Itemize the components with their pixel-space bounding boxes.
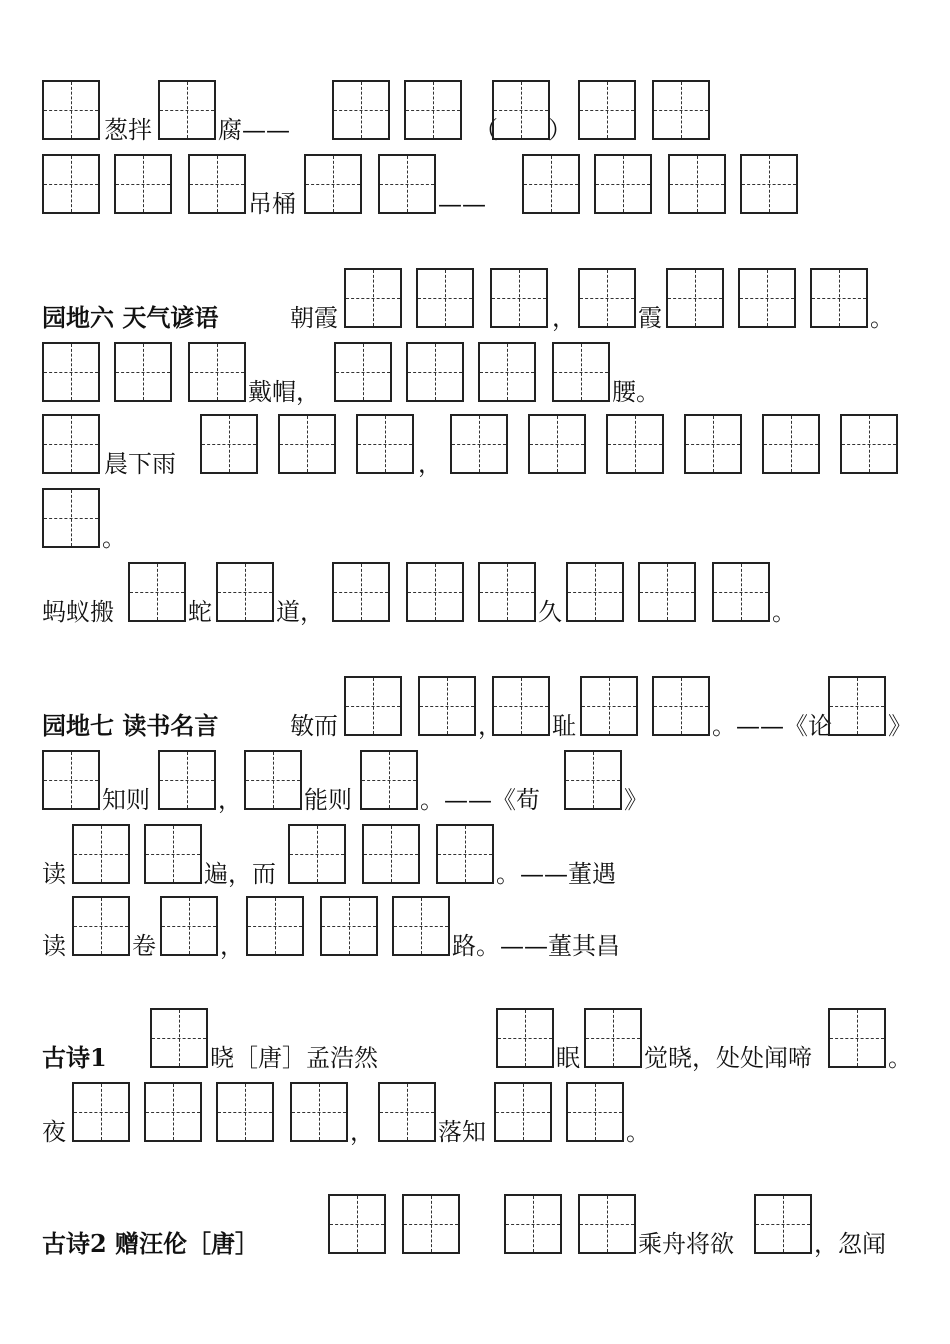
writing-box[interactable] xyxy=(580,676,638,736)
writing-box[interactable] xyxy=(418,676,476,736)
prompt-text: 落知 xyxy=(438,1118,486,1146)
writing-box[interactable] xyxy=(490,268,548,328)
writing-box[interactable] xyxy=(114,154,172,214)
prompt-text: 路。——董其昌 xyxy=(452,932,620,960)
writing-box[interactable] xyxy=(42,488,100,548)
writing-box[interactable] xyxy=(42,154,100,214)
exercise-line xyxy=(42,414,930,478)
section-title: 园地七 读书名言 xyxy=(42,711,219,740)
writing-box[interactable] xyxy=(344,268,402,328)
prompt-text: ， xyxy=(218,786,242,814)
prompt-text: 眠 xyxy=(556,1044,580,1072)
prompt-text: 。 xyxy=(102,524,126,552)
writing-box[interactable] xyxy=(416,268,474,328)
writing-box[interactable] xyxy=(304,154,362,214)
prompt-text: （ xyxy=(474,116,498,144)
exercise-line xyxy=(42,1082,930,1146)
writing-box[interactable] xyxy=(72,896,130,956)
prompt-text: 腰。 xyxy=(612,378,660,406)
prompt-text: ，忽闻 xyxy=(814,1230,886,1258)
writing-box[interactable] xyxy=(606,414,664,474)
exercise-line xyxy=(42,1194,930,1258)
writing-box[interactable] xyxy=(42,750,100,810)
writing-box[interactable] xyxy=(478,562,536,622)
prompt-text: 晨下雨 xyxy=(104,450,176,478)
prompt-text: 霞 xyxy=(638,304,662,332)
writing-box[interactable] xyxy=(246,896,304,956)
writing-box[interactable] xyxy=(552,342,610,402)
writing-box[interactable] xyxy=(566,1082,624,1142)
prompt-text: ， xyxy=(350,1118,374,1146)
exercise-line xyxy=(42,80,930,144)
section-title: 古诗2 赠汪伦［唐］ xyxy=(42,1229,260,1258)
prompt-text: 。 xyxy=(888,1044,912,1072)
writing-box[interactable] xyxy=(668,154,726,214)
exercise-line xyxy=(42,342,930,406)
exercise-line xyxy=(42,896,930,960)
section-title: 园地六 天气谚语 xyxy=(42,303,219,332)
writing-box[interactable] xyxy=(216,562,274,622)
exercise-line xyxy=(42,750,930,814)
writing-box[interactable] xyxy=(320,896,378,956)
prompt-text: 。 xyxy=(772,598,796,626)
writing-box[interactable] xyxy=(378,154,436,214)
writing-box[interactable] xyxy=(404,80,462,140)
writing-box[interactable] xyxy=(150,1008,208,1068)
prompt-text: 敏而 xyxy=(290,712,338,740)
writing-box[interactable] xyxy=(578,80,636,140)
writing-box[interactable] xyxy=(360,750,418,810)
writing-box[interactable] xyxy=(288,824,346,884)
prompt-text: 耻 xyxy=(552,712,576,740)
exercise-line xyxy=(42,154,930,218)
writing-box[interactable] xyxy=(810,268,868,328)
writing-box[interactable] xyxy=(638,562,696,622)
prompt-text: 觉晓，处处闻啼 xyxy=(644,1044,812,1072)
writing-box[interactable] xyxy=(584,1008,642,1068)
prompt-text: 读 xyxy=(42,932,66,960)
writing-box[interactable] xyxy=(566,562,624,622)
writing-box[interactable] xyxy=(436,824,494,884)
prompt-text: ， xyxy=(552,304,576,332)
writing-box[interactable] xyxy=(392,896,450,956)
writing-box[interactable] xyxy=(594,154,652,214)
prompt-text: 戴帽， xyxy=(248,378,320,406)
prompt-text: 晓［唐］孟浩然 xyxy=(210,1044,378,1072)
prompt-text: 。 xyxy=(626,1118,650,1146)
writing-box[interactable] xyxy=(762,414,820,474)
prompt-text: 》 xyxy=(624,786,648,814)
writing-box[interactable] xyxy=(114,342,172,402)
writing-box[interactable] xyxy=(72,1082,130,1142)
writing-box[interactable] xyxy=(290,1082,348,1142)
prompt-text: 久 xyxy=(538,598,562,626)
writing-box[interactable] xyxy=(72,824,130,884)
prompt-text: ， xyxy=(478,712,502,740)
writing-box[interactable] xyxy=(840,414,898,474)
writing-box[interactable] xyxy=(828,1008,886,1068)
writing-box[interactable] xyxy=(188,154,246,214)
prompt-text: 能则 xyxy=(304,786,352,814)
writing-box[interactable] xyxy=(450,414,508,474)
prompt-text: 蛇 xyxy=(188,598,212,626)
writing-box[interactable] xyxy=(42,342,100,402)
writing-box[interactable] xyxy=(494,1082,552,1142)
prompt-text: 朝霞 xyxy=(290,304,338,332)
writing-box[interactable] xyxy=(378,1082,436,1142)
writing-box[interactable] xyxy=(328,1194,386,1254)
prompt-text: 蚂蚁搬 xyxy=(42,598,114,626)
writing-box[interactable] xyxy=(244,750,302,810)
writing-box[interactable] xyxy=(406,342,464,402)
writing-box[interactable] xyxy=(522,154,580,214)
writing-box[interactable] xyxy=(344,676,402,736)
exercise-line xyxy=(42,824,930,888)
prompt-text: 读 xyxy=(42,860,66,888)
prompt-text: 吊桶 xyxy=(248,190,296,218)
writing-box[interactable] xyxy=(528,414,586,474)
writing-box[interactable] xyxy=(332,562,390,622)
writing-box[interactable] xyxy=(738,268,796,328)
prompt-text: ， xyxy=(418,450,442,478)
prompt-text: 葱拌 xyxy=(104,116,152,144)
writing-box[interactable] xyxy=(712,562,770,622)
writing-box[interactable] xyxy=(492,80,550,140)
writing-box[interactable] xyxy=(216,1082,274,1142)
prompt-text: 腐—— xyxy=(218,116,290,144)
writing-box[interactable] xyxy=(402,1194,460,1254)
writing-box[interactable] xyxy=(200,414,258,474)
section-title: 古诗1 xyxy=(42,1043,107,1072)
writing-box[interactable] xyxy=(478,342,536,402)
writing-box[interactable] xyxy=(188,342,246,402)
writing-box[interactable] xyxy=(356,414,414,474)
writing-box[interactable] xyxy=(334,342,392,402)
prompt-text: ） xyxy=(548,116,572,144)
writing-box[interactable] xyxy=(740,154,798,214)
writing-box[interactable] xyxy=(278,414,336,474)
prompt-text: —— xyxy=(438,190,486,218)
prompt-text: 》 xyxy=(888,712,912,740)
writing-box[interactable] xyxy=(578,268,636,328)
writing-box[interactable] xyxy=(160,896,218,956)
writing-box[interactable] xyxy=(144,824,202,884)
writing-box[interactable] xyxy=(652,80,710,140)
writing-box[interactable] xyxy=(332,80,390,140)
writing-box[interactable] xyxy=(406,562,464,622)
writing-box[interactable] xyxy=(666,268,724,328)
writing-box[interactable] xyxy=(158,750,216,810)
writing-box[interactable] xyxy=(42,80,100,140)
exercise-line xyxy=(42,562,930,626)
writing-box[interactable] xyxy=(128,562,186,622)
writing-box[interactable] xyxy=(578,1194,636,1254)
prompt-text: ， xyxy=(220,932,244,960)
writing-box[interactable] xyxy=(684,414,742,474)
prompt-text: 。——董遇 xyxy=(496,860,616,888)
prompt-text: 道， xyxy=(276,598,324,626)
writing-box[interactable] xyxy=(158,80,216,140)
prompt-text: 知则 xyxy=(102,786,150,814)
prompt-text: 夜 xyxy=(42,1118,66,1146)
exercise-line xyxy=(42,488,930,552)
writing-box[interactable] xyxy=(144,1082,202,1142)
writing-box[interactable] xyxy=(652,676,710,736)
writing-box[interactable] xyxy=(828,676,886,736)
prompt-text: 。 xyxy=(870,304,894,332)
exercise-line xyxy=(42,268,930,332)
writing-box[interactable] xyxy=(42,414,100,474)
writing-box[interactable] xyxy=(564,750,622,810)
writing-box[interactable] xyxy=(504,1194,562,1254)
prompt-text: 。——《论 xyxy=(712,712,832,740)
prompt-text: 遍，而 xyxy=(204,860,276,888)
prompt-text: 乘舟将欲 xyxy=(638,1230,734,1258)
writing-box[interactable] xyxy=(492,676,550,736)
writing-box[interactable] xyxy=(496,1008,554,1068)
prompt-text: 。——《荀 xyxy=(420,786,540,814)
exercise-line xyxy=(42,1008,930,1072)
exercise-line xyxy=(42,676,930,740)
writing-box[interactable] xyxy=(362,824,420,884)
prompt-text: 卷 xyxy=(132,932,156,960)
writing-box[interactable] xyxy=(754,1194,812,1254)
